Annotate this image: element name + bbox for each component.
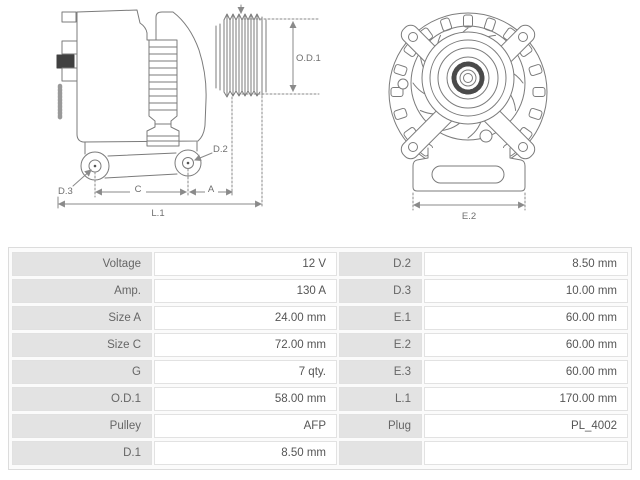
spec-label: Size C [12, 333, 152, 357]
housing-hole [480, 130, 492, 142]
spec-value: AFP [154, 414, 337, 438]
spec-value: 60.00 mm [424, 360, 628, 384]
spec-label [339, 441, 422, 465]
dimension-label-l1: L.1 [151, 208, 165, 219]
spec-table [10, 249, 630, 468]
spec-value: 8.50 mm [424, 252, 628, 276]
alternator-front-view [389, 13, 547, 222]
spec-label: L.1 [339, 387, 422, 411]
spec-row [12, 360, 628, 384]
alternator-side-view [57, 5, 321, 219]
spec-value [424, 441, 628, 465]
spec-row [12, 387, 628, 411]
spec-label: E.1 [339, 306, 422, 330]
mounting-lugs [81, 142, 201, 180]
dimension-label-d2: D.2 [213, 144, 228, 155]
bottom-bracket [413, 148, 525, 191]
spec-label: Amp. [12, 279, 152, 303]
spec-value: 60.00 mm [424, 333, 628, 357]
spec-row [12, 333, 628, 357]
spec-label: E.2 [339, 333, 422, 357]
spec-label: Pulley [12, 414, 152, 438]
spec-value: 24.00 mm [154, 306, 337, 330]
spec-value: 7 qty. [154, 360, 337, 384]
spec-label: D.1 [12, 441, 152, 465]
regulator-tower [147, 40, 179, 146]
spec-label: D.3 [339, 279, 422, 303]
spec-row [12, 441, 628, 465]
spec-label: E.3 [339, 360, 422, 384]
housing-hole [398, 79, 408, 89]
dimension-label-d3: D.3 [58, 186, 73, 197]
dimension-label-e2: E.2 [461, 211, 477, 222]
spec-label: Voltage [12, 252, 152, 276]
dimension-label-a: A [207, 184, 215, 195]
spec-value: 170.00 mm [424, 387, 628, 411]
spec-value: 58.00 mm [154, 387, 337, 411]
spec-label: G [12, 360, 152, 384]
spec-value: 130 A [154, 279, 337, 303]
front-pulley-hub [422, 32, 514, 124]
spec-value: 10.00 mm [424, 279, 628, 303]
spec-row [12, 414, 628, 438]
spec-label: O.D.1 [12, 387, 152, 411]
spec-label: Plug [339, 414, 422, 438]
spec-table-container [8, 247, 632, 470]
rear-terminals [57, 12, 77, 118]
spec-label: D.2 [339, 252, 422, 276]
spec-label: Size A [12, 306, 152, 330]
spec-value: 72.00 mm [154, 333, 337, 357]
front-housing [216, 24, 220, 90]
dimension-label-c: C [134, 184, 142, 195]
body-outline [77, 10, 206, 142]
spec-row [12, 279, 628, 303]
spec-value: PL_4002 [424, 414, 628, 438]
spec-value: 60.00 mm [424, 306, 628, 330]
spec-row [12, 252, 628, 276]
spec-value: 8.50 mm [154, 441, 337, 465]
front-view-dimensions [413, 193, 525, 222]
spec-value: 12 V [154, 252, 337, 276]
dimension-label-od1: O.D.1 [296, 53, 321, 64]
spec-row [12, 306, 628, 330]
